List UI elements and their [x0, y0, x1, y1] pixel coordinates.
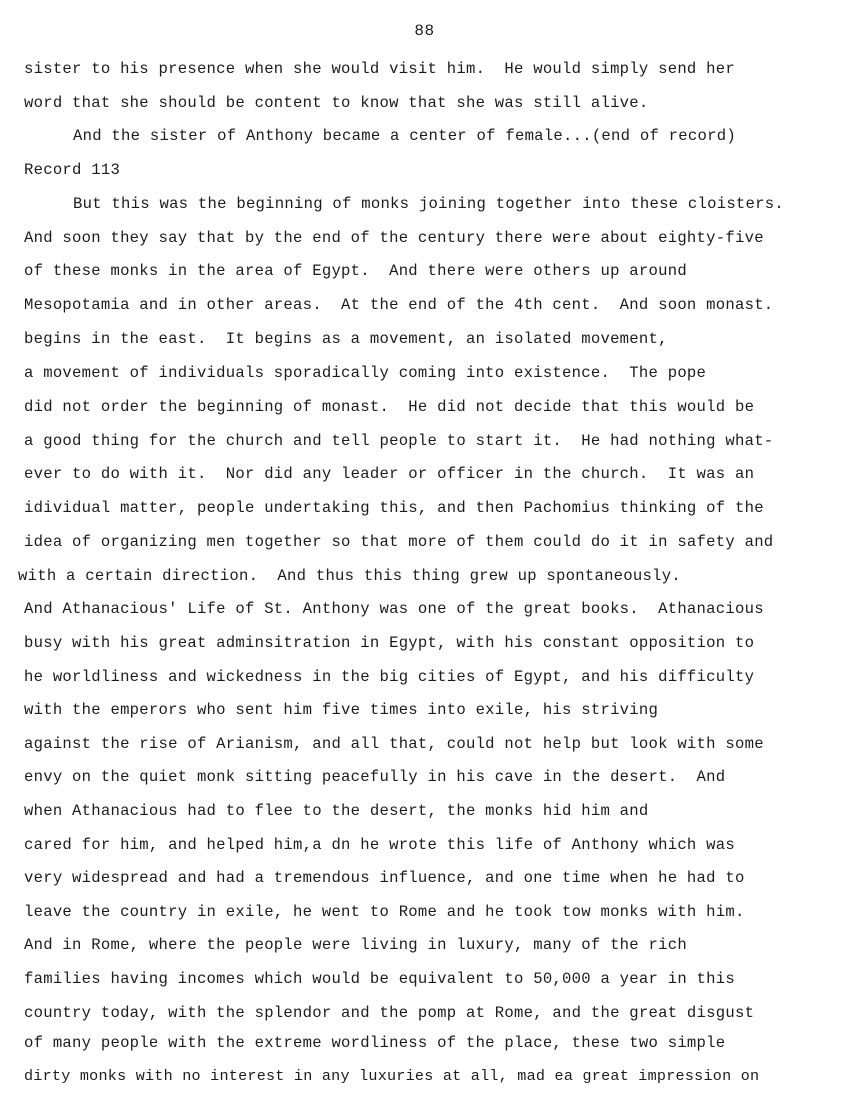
text-line-29: country today, with the splendor and the pomp at Rome, and the great disgust [24, 1004, 755, 1022]
text-line-22: envy on the quiet monk sitting peacefully in his cave in the desert. And [24, 768, 726, 786]
text-line-27: And in Rome, where the people were living in luxury, many of the rich [24, 936, 687, 954]
text-line-23: when Athanacious had to flee to the desert, the monks hid him and [24, 802, 649, 820]
text-line-12: a good thing for the church and tell people to start it. He had nothing what- [24, 432, 774, 450]
text-line-18: busy with his great adminsitration in Egypt, with his constant opposition to [24, 634, 755, 652]
text-line-1: sister to his presence when she would visit him. He would simply send her [24, 60, 735, 78]
text-line-5: But this was the beginning of monks joining together into these cloisters. [73, 195, 784, 213]
text-line-26: leave the country in exile, he went to Rome and he took tow monks with him. [24, 903, 745, 921]
text-line-10: a movement of individuals sporadically coming into existence. The pope [24, 364, 707, 382]
text-line-4: Record 113 [24, 161, 121, 179]
text-line-9: begins in the east. It begins as a movement, an isolated movement, [24, 330, 668, 348]
text-line-16: with a certain direction. And thus this thing grew up spontaneously. [18, 567, 681, 585]
text-line-30: of many people with the extreme wordliness of the place, these two simple [24, 1034, 726, 1052]
text-line-14: idividual matter, people undertaking this, and then Pachomius thinking of the [24, 499, 764, 517]
text-line-13: ever to do with it. Nor did any leader or officer in the church. It was an [24, 465, 755, 483]
text-line-8: Mesopotamia and in other areas. At the end of the 4th cent. And soon monast. [24, 296, 774, 314]
text-line-24: cared for him, and helped him,a dn he wrote this life of Anthony which was [24, 836, 735, 854]
text-line-21: against the rise of Arianism, and all that, could not help but look with some [24, 735, 764, 753]
text-line-25: very widespread and had a tremendous influence, and one time when he had to [24, 869, 745, 887]
text-line-28: families having incomes which would be equivalent to 50,000 a year in this [24, 970, 735, 988]
text-line-15: idea of organizing men together so that more of them could do it in safety and [24, 533, 774, 551]
text-line-11: did not order the beginning of monast. He did not decide that this would be [24, 398, 755, 416]
text-line-31: dirty monks with no interest in any luxuries at all, mad ea great impression on [24, 1067, 760, 1085]
text-line-7: of these monks in the area of Egypt. And there were others up around [24, 262, 687, 280]
text-line-20: with the emperors who sent him five times into exile, his striving [24, 701, 659, 719]
text-line-19: he worldliness and wickedness in the big cities of Egypt, and his difficulty [24, 668, 755, 686]
text-line-2: word that she should be content to know that she was still alive. [24, 94, 649, 112]
page-number: 88 [414, 22, 435, 40]
text-line-3: And the sister of Anthony became a center of female...(end of record) [73, 127, 736, 145]
text-line-6: And soon they say that by the end of the century there were about eighty-five [24, 229, 764, 247]
text-line-17: And Athanacious' Life of St. Anthony was one of the great books. Athanacious [24, 600, 764, 618]
